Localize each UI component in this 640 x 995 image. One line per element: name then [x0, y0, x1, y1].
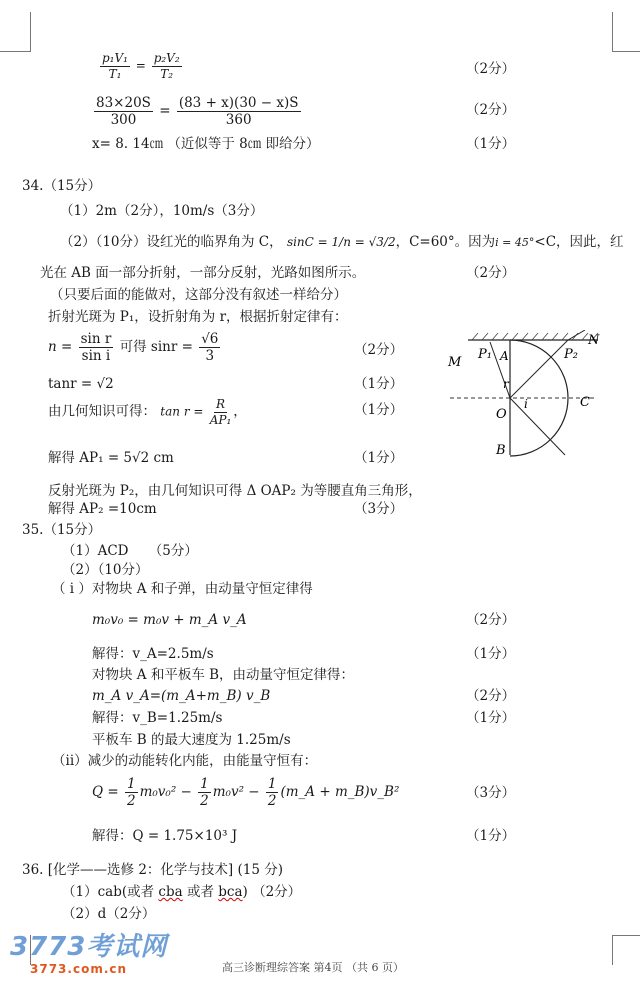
q35-score-solve1: （1分） [466, 646, 516, 662]
q34-part1: （1）2m（2分），10m/s（3分） [60, 203, 264, 219]
q33-result: x= 8. 14㎝ （近似等于 8㎝ 即给分） [92, 136, 320, 152]
q34-score-tan: （1分） [354, 376, 404, 392]
q35-part2: （2）（10分） [62, 562, 149, 578]
label-M: M [448, 355, 462, 370]
semicircle-arc [510, 340, 568, 456]
corner-mark-top-right-h [612, 51, 640, 52]
q35-max-speed: 平板车 B 的最大速度为 1.25m/s [92, 732, 291, 748]
label-P2: P₂ [564, 347, 578, 362]
q36-part2: （2）d（2分） [62, 906, 156, 922]
q35-solve1: 解得：v_A=2.5m/s [92, 646, 214, 662]
q34-score-snell: （2分） [354, 342, 404, 358]
q33-substituted-equation: $\frac{83\times 20S}{300}$ = $\frac{(83 + x)(30 - x)S}{360}$ [96, 95, 299, 129]
q35-sub-i: （ i ）对物块 A 和子弹，由动量守恒定律得 [52, 581, 313, 597]
light-path-diagram [440, 330, 620, 470]
q35-part1: （1）ACD （5分） [62, 543, 198, 559]
label-r: r [503, 377, 509, 391]
q35-header: 35.（15分） [22, 522, 102, 538]
q34-score-geo: （1分） [354, 402, 404, 418]
q34-light-path-text: 光在 AB 面一部分折射，一部分反射，光路如图所示。 [40, 265, 366, 281]
label-O: O [496, 407, 507, 422]
q35-score-solve3: （1分） [466, 828, 516, 844]
corner-mark-bottom-right-h [612, 935, 640, 936]
q35-score-solve2: （1分） [466, 710, 516, 726]
q34-reflection-text: 反射光斑为 P₂，由几何知识可得 Δ OAP₂ 为等腰直角三角形， [48, 483, 422, 499]
q34-geometry-equation: 由几何知识可得： tan r = $\frac{R}{\text{AP₁}}$ ， [48, 397, 247, 427]
label-N: N [588, 333, 600, 348]
q34-score-ap2: （3分） [354, 501, 404, 517]
q33-score-3: （1分） [466, 136, 516, 152]
q34-solve-ap2: 解得 AP₂ =10cm [48, 501, 157, 517]
q35-solve3: 解得：Q = 1.75×10³ J [92, 828, 238, 844]
q33-score-2: （2分） [466, 102, 516, 118]
q36-header: 36. [化学——选修 2：化学与技术] (15 分) [22, 862, 283, 878]
q35-score-eq1: （2分） [466, 612, 516, 628]
q34-part2-line: （2）（10分）设红光的临界角为 C， sinC = 1/n = √3/2，C=60°。因为i = 45°<C，因此，红 [60, 234, 624, 250]
reflected-ray [510, 340, 568, 398]
label-i: i [524, 397, 528, 411]
q35-score-eq2: （2分） [466, 688, 516, 704]
q35-intro2: 对物块 A 和平板车 B，由动量守恒定律得： [92, 667, 355, 683]
q35-momentum-eq1: m₀v₀ = m₀v + m_A v_A [92, 612, 247, 628]
incident-ray [510, 398, 565, 455]
q35-momentum-eq2: m_A v_A=(m_A+m_B) v_B [92, 688, 271, 704]
q34-critical-angle-formula: sinC = 1/n = √3/2 [286, 235, 396, 249]
q35-energy-equation: Q = $\frac{1}{2}$ m₀v₀² − $\frac{1}{2}$ m₀v² − $\frac{1}{2}$ (m_A + m_B)v_B² [92, 776, 400, 810]
label-C: C [580, 395, 590, 410]
page-footer: 高三诊断理综答案 第4页 （共 6 页） [222, 961, 404, 974]
corner-mark-top-right [612, 12, 613, 52]
q33-score-1: （2分） [466, 61, 516, 77]
q35-score-energy: （3分） [466, 785, 516, 801]
q34-solve-ap1: 解得 AP₁ = 5√2 cm [48, 450, 174, 466]
watermark-logo: 3773考试网 [10, 932, 168, 962]
corner-mark-bottom-right [612, 935, 613, 965]
q35-solve2: 解得：v_B=1.25m/s [92, 710, 223, 726]
corner-mark-top-left [30, 12, 31, 52]
q33-gas-law-equation: $\frac{\text{p₁V₁}}{\text{T₁}}$ = $\frac{\text{p₂V₂}}{\text{T₂}}$ [102, 51, 180, 81]
q34-note: （只要后面的能做对，这部分没有叙述一样给分） [50, 287, 347, 303]
q34-tan-equation: tanr = √2 [48, 376, 114, 392]
q34-refraction-intro: 折射光斑为 P₁，设折射角为 r，根据折射定律有： [48, 309, 348, 325]
q34-score-ap1: （1分） [354, 450, 404, 466]
label-A: A [500, 349, 509, 363]
q34-score-light: （2分） [466, 265, 516, 281]
label-B: B [496, 443, 506, 458]
q35-sub-ii: （ii）减少的动能转化内能，由能量守恒有： [52, 753, 318, 769]
q34-snell-equation: n = $\frac{\text{sin r}}{\text{sin i}}$ 可得 sinr = $\frac{√6}{3}$ [48, 331, 219, 365]
label-P1: P₁ [478, 347, 492, 362]
q36-part1: （1）cab(或者 cba 或者 bca) （2分） [62, 884, 302, 900]
ray-to-N [568, 330, 585, 340]
corner-mark-top-left-h [0, 51, 30, 52]
q34-header: 34.（15分） [22, 178, 102, 194]
watermark-url: 3773.com.cn [30, 962, 128, 976]
